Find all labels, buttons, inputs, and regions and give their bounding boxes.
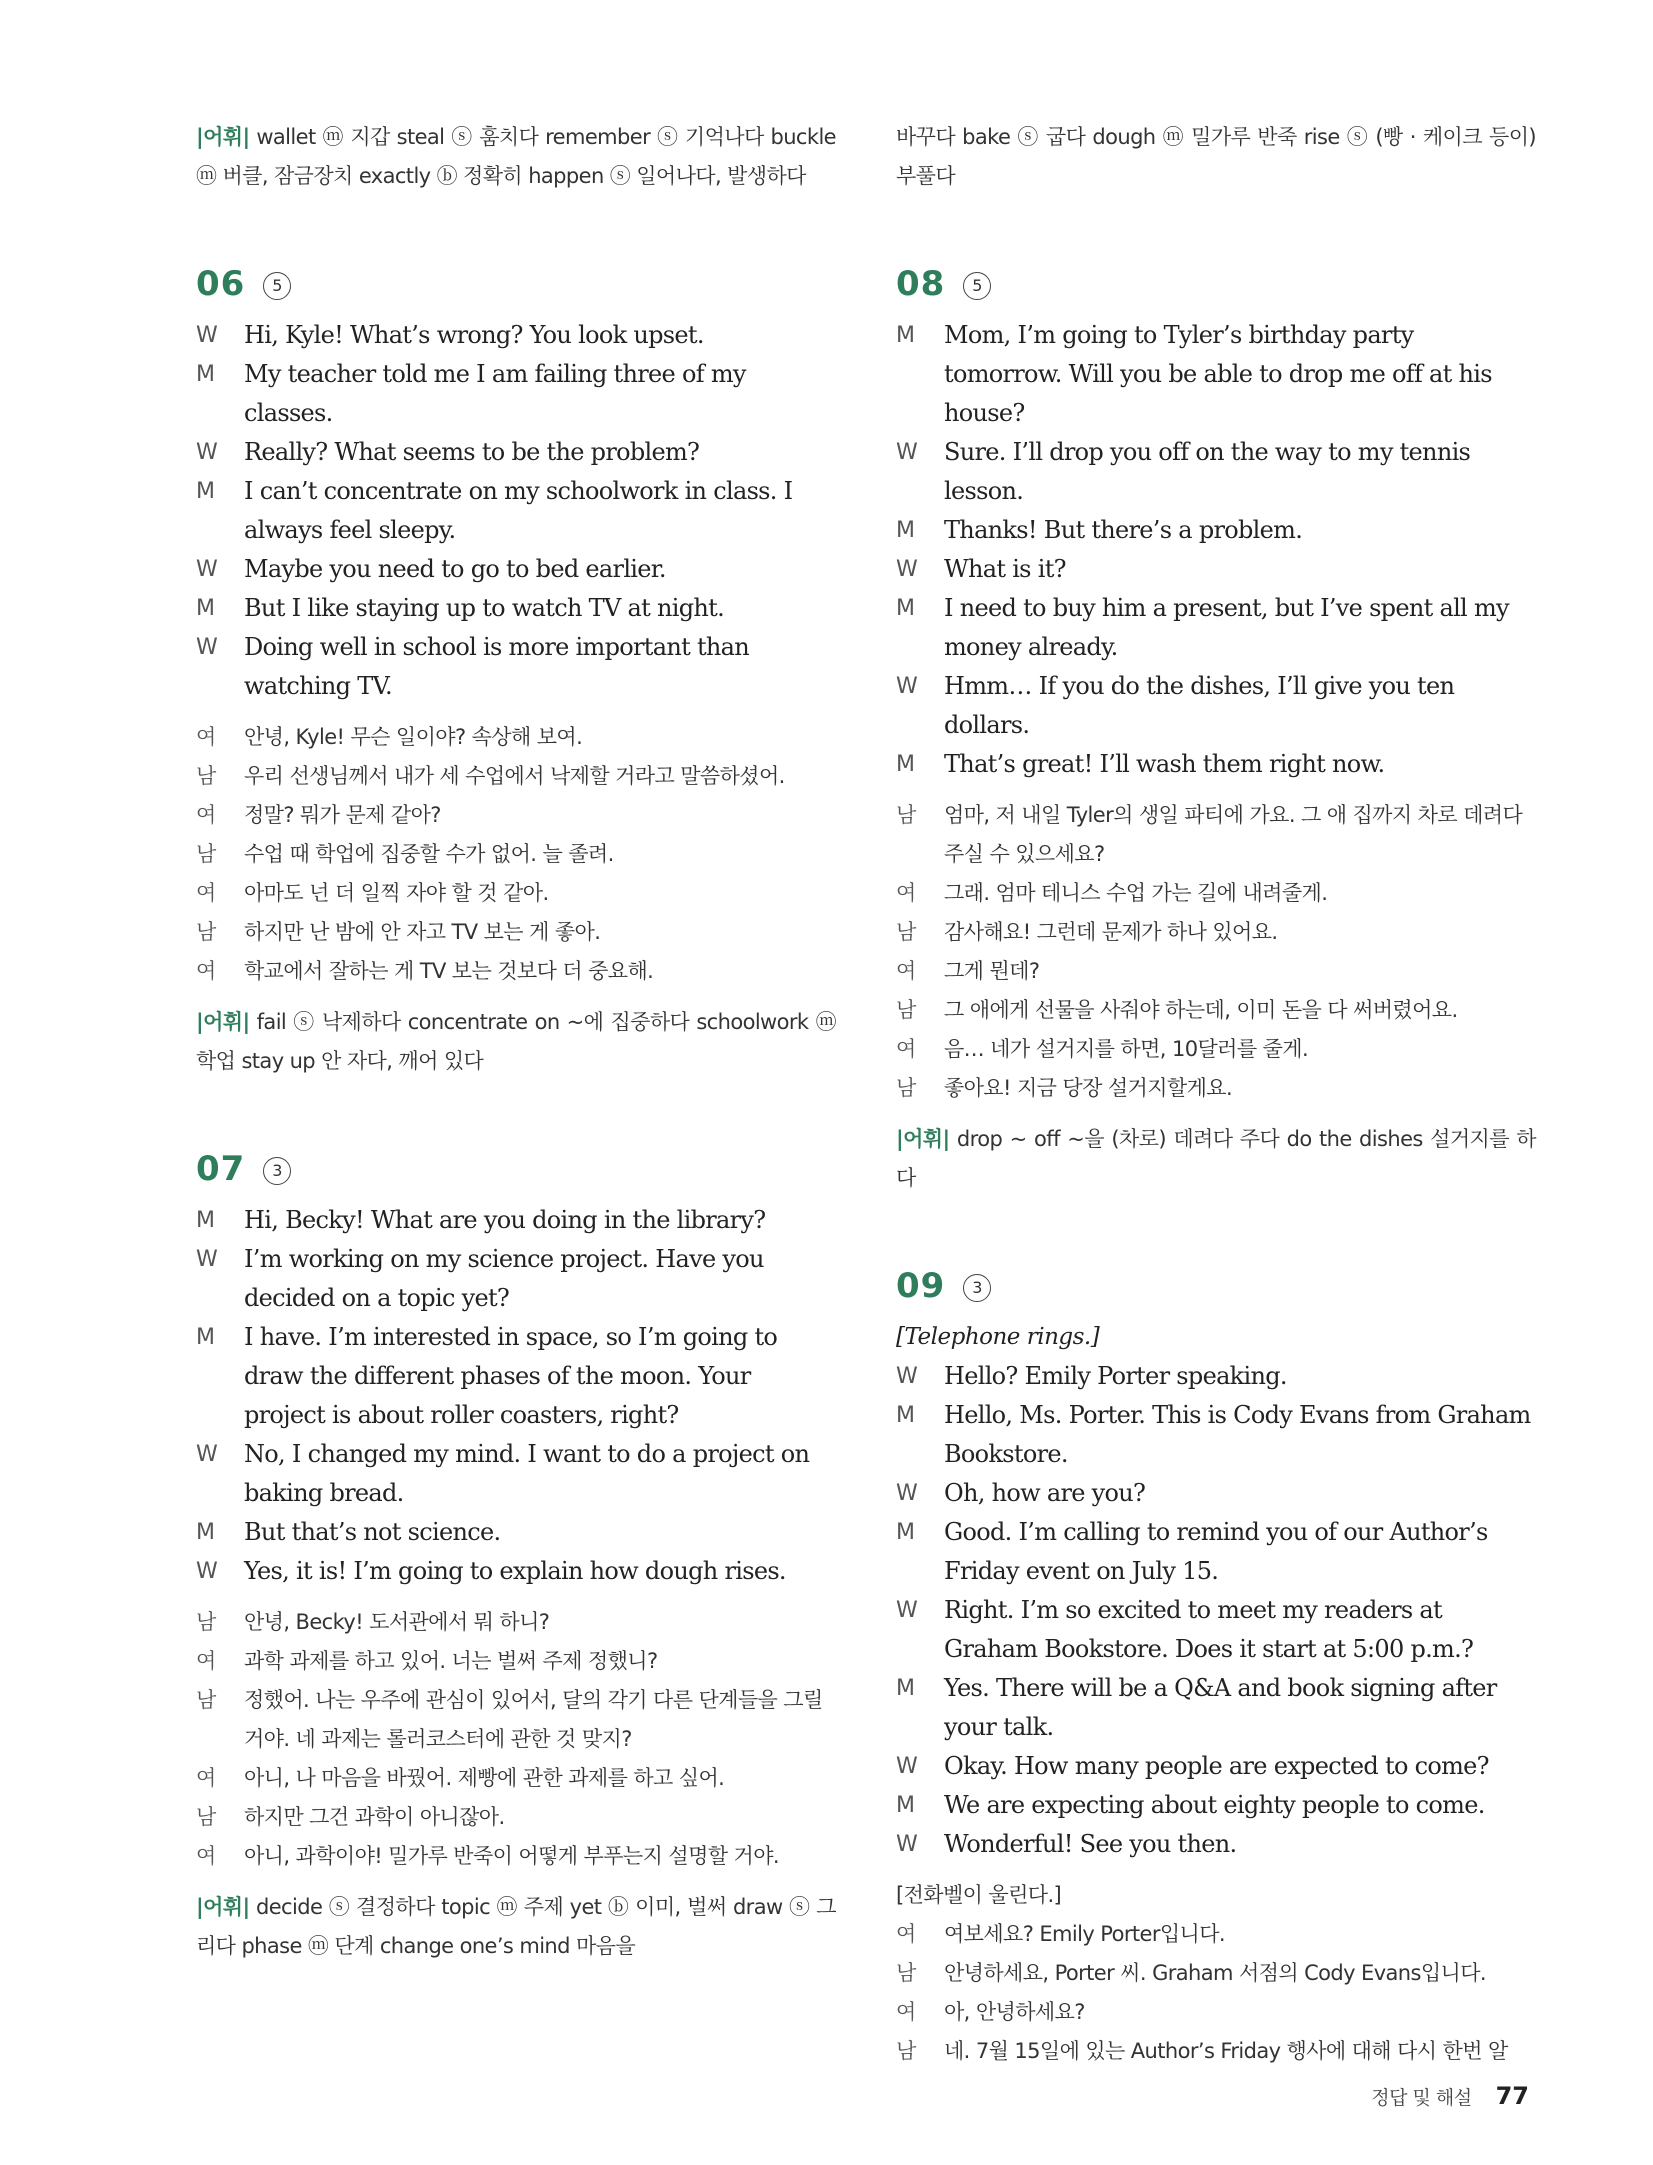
translation-line: 남 안녕, Becky! 도서관에서 뭐 하니? xyxy=(196,1610,550,1634)
dialogue-line: M But I like staying up to watch TV at night. xyxy=(196,594,725,622)
translation-line: 남 그 애에게 선물을 사줘야 하는데, 이미 돈을 다 써버렸어요. xyxy=(896,998,1458,1022)
dialogue-korean xyxy=(196,1603,836,1876)
dialogue-line: W Maybe you need to go to bed earlier. xyxy=(196,555,666,583)
dialogue-line: W Oh, how are you? xyxy=(896,1479,1146,1507)
dialogue-line: W Sure. I’ll drop you off on the way to my tennis lesson. xyxy=(896,438,1471,505)
section-heading xyxy=(196,1149,836,1189)
vocab-box: |어휘| decide ⓢ 결정하다 topic ⓜ 주제 yet ⓑ 이미, 벌써 draw ⓢ 그리다 phase ⓜ 단계 change one’s mind 마음을 xyxy=(196,1895,836,1958)
answer-number: 3 xyxy=(963,1274,991,1302)
translation-line: 남 네. 7월 15일에 있는 Author’s Friday 행사에 대해 다시 한번 알 xyxy=(896,2039,1508,2063)
vocab-box: |어휘| fail ⓢ 낙제하다 concentrate on ~에 집중하다 schoolwork ⓜ 학업 stay up 안 자다, 깨어 있다 xyxy=(196,1010,836,1073)
left-column xyxy=(196,118,836,1966)
dialogue-korean xyxy=(896,796,1536,1108)
dialogue-line: W I’m working on my science project. Have you decided on a topic yet? xyxy=(196,1245,764,1312)
dialogue-line: W What is it? xyxy=(896,555,1066,583)
translation-line: 남 엄마, 저 내일 Tyler의 생일 파티에 가요. 그 애 집까지 차로 데려다 주실 수 있으세요? xyxy=(896,803,1523,866)
section-heading xyxy=(196,264,836,304)
answer-number: 5 xyxy=(963,272,991,300)
dialogue-korean xyxy=(196,718,836,991)
stage-direction: [Telephone rings.] xyxy=(896,1324,1100,1350)
translation-line: 여 그래. 엄마 테니스 수업 가는 길에 내려줄게. xyxy=(896,881,1328,905)
page-footer xyxy=(1371,2082,1529,2110)
translation-line: 여 그게 뭔데? xyxy=(896,959,1040,983)
dialogue-line: M Thanks! But there’s a problem. xyxy=(896,516,1303,544)
translation-line: 남 우리 선생님께서 내가 세 수업에서 낙제할 거라고 말씀하셨어. xyxy=(196,764,785,788)
dialogue-line: M Yes. There will be a Q&A and book signing after your talk. xyxy=(896,1674,1497,1741)
translation-line: 여 음… 네가 설거지를 하면, 10달러를 줄게. xyxy=(896,1037,1309,1061)
dialogue-line: W Okay. How many people are expected to come? xyxy=(896,1752,1489,1780)
translation-line: 남 수업 때 학업에 집중할 수가 없어. 늘 졸려. xyxy=(196,842,614,866)
dialogue-line: M But that’s not science. xyxy=(196,1518,501,1546)
dialogue-line: W Really? What seems to be the problem? xyxy=(196,438,700,466)
section-number: 08 xyxy=(896,264,946,304)
section-heading xyxy=(896,1266,1536,1306)
translation-line: 여 안녕, Kyle! 무슨 일이야? 속상해 보여. xyxy=(196,725,583,749)
translation-line: 여 아니, 과학이야! 밀가루 반죽이 어떻게 부푸는지 설명할 거야. xyxy=(196,1844,779,1868)
section-number: 07 xyxy=(196,1149,246,1189)
dialogue-line: M I have. I’m interested in space, so I’m going to draw the different phases of the moon. Your project is about roller coasters, right? xyxy=(196,1323,778,1429)
page-number: 77 xyxy=(1495,2082,1529,2110)
dialogue-line: M That’s great! I’ll wash them right now. xyxy=(896,750,1385,778)
dialogue-line: W No, I changed my mind. I want to do a project on baking bread. xyxy=(196,1440,810,1507)
dialogue-line: M Hello, Ms. Porter. This is Cody Evans from Graham Bookstore. xyxy=(896,1401,1531,1468)
translation-line: 남 정했어. 나는 우주에 관심이 있어서, 달의 각기 다른 단계들을 그릴 거야. 네 과제는 롤러코스터에 관한 것 맞지? xyxy=(196,1688,823,1751)
dialogue-line: M We are expecting about eighty people to come. xyxy=(896,1791,1485,1819)
translation-line: 여 아마도 넌 더 일찍 자야 할 것 같아. xyxy=(196,881,549,905)
dialogue-korean xyxy=(896,1876,1536,2071)
translation-line: 여 과학 과제를 하고 있어. 너는 벌써 주제 정했니? xyxy=(196,1649,658,1673)
vocab-box: 바꾸다 bake ⓢ 굽다 dough ⓜ 밀가루 반죽 rise ⓢ (빵 · 케이크 등이) 부풀다 xyxy=(896,125,1536,188)
dialogue-line: W Doing well in school is more important than watching TV. xyxy=(196,633,750,700)
dialogue-line: M I can’t concentrate on my schoolwork in class. I always feel sleepy. xyxy=(196,477,793,544)
right-column xyxy=(896,118,1536,2071)
dialogue-line: W Hello? Emily Porter speaking. xyxy=(896,1362,1287,1390)
vocab-box: |어휘| drop ~ off ~을 (차로) 데려다 주다 do the dishes 설거지를 하다 xyxy=(896,1127,1536,1190)
translation-line: 여 여보세요? Emily Porter입니다. xyxy=(896,1922,1225,1946)
dialogue-line: M Mom, I’m going to Tyler’s birthday party tomorrow. Will you be able to drop me off at his house? xyxy=(896,321,1492,427)
translation-line: 여 아, 안녕하세요? xyxy=(896,2000,1085,2024)
translation-line: 남 안녕하세요, Porter 씨. Graham 서점의 Cody Evans입니다. xyxy=(896,1961,1486,1985)
section-heading xyxy=(896,264,1536,304)
translation-line: 여 아니, 나 마음을 바꿨어. 제빵에 관한 과제를 하고 싶어. xyxy=(196,1766,725,1790)
dialogue-line: M Good. I’m calling to remind you of our Author’s Friday event on July 15. xyxy=(896,1518,1488,1585)
dialogue-line: W Yes, it is! I’m going to explain how dough rises. xyxy=(196,1557,786,1585)
dialogue-line: M I need to buy him a present, but I’ve spent all my money already. xyxy=(896,594,1509,661)
translation-line: 남 좋아요! 지금 당장 설거지할게요. xyxy=(896,1076,1233,1100)
dialogue-line: W Right. I’m so excited to meet my readers at Graham Bookstore. Does it start at 5:00 p.m.? xyxy=(896,1596,1474,1663)
dialogue-english xyxy=(196,1201,836,1591)
dialogue-line: W Hi, Kyle! What’s wrong? You look upset. xyxy=(196,321,704,349)
translation-line: 남 하지만 그건 과학이 아니잖아. xyxy=(196,1805,505,1829)
dialogue-line: W Hmm… If you do the dishes, I’ll give you ten dollars. xyxy=(896,672,1455,739)
footer-label: 정답 및 해설 xyxy=(1371,2087,1472,2109)
section-number: 06 xyxy=(196,264,246,304)
translation-line: 여 학교에서 잘하는 게 TV 보는 것보다 더 중요해. xyxy=(196,959,654,983)
dialogue-english xyxy=(896,316,1536,784)
dialogue-line: M Hi, Becky! What are you doing in the library? xyxy=(196,1206,766,1234)
translation-line: 남 감사해요! 그런데 문제가 하나 있어요. xyxy=(896,920,1278,944)
dialogue-line: W Wonderful! See you then. xyxy=(896,1830,1237,1858)
stage-direction-korean: [전화벨이 울린다.] xyxy=(896,1883,1062,1907)
answer-number: 5 xyxy=(263,272,291,300)
section-number: 09 xyxy=(896,1266,946,1306)
dialogue-english xyxy=(196,316,836,706)
translation-line: 여 정말? 뭐가 문제 같아? xyxy=(196,803,441,827)
dialogue-english xyxy=(896,1357,1536,1864)
vocab-box: |어휘| wallet ⓜ 지갑 steal ⓢ 훔치다 remember ⓢ 기억나다 buckle ⓜ 버클, 잠금장치 exactly ⓑ 정확히 happen ⓢ 일어나다, 발생하다 xyxy=(196,125,836,188)
answer-number: 3 xyxy=(263,1157,291,1185)
translation-line: 남 하지만 난 밤에 안 자고 TV 보는 게 좋아. xyxy=(196,920,601,944)
dialogue-line: M My teacher told me I am failing three of my classes. xyxy=(196,360,746,427)
